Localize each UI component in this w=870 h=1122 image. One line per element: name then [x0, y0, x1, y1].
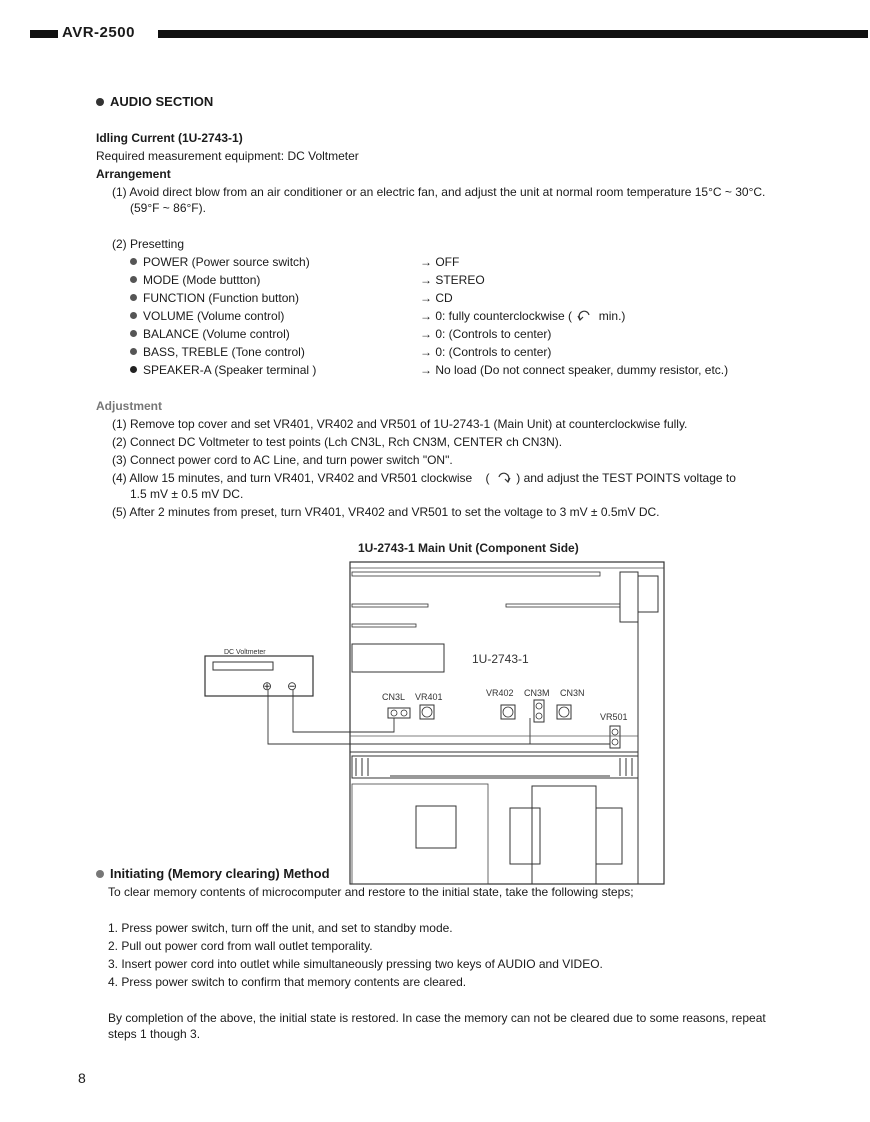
bullet-icon — [130, 330, 137, 337]
bullet-icon — [130, 348, 137, 355]
preset-value: → STEREO — [420, 273, 485, 287]
main-board-outline — [350, 562, 664, 884]
board-label: 1U-2743-1 — [472, 652, 529, 666]
voltmeter-plus-terminal: ⊕ — [262, 679, 273, 693]
init-intro: To clear memory contents of microcomputer and restore to the initial state, take the following steps; — [108, 885, 634, 899]
transformer-side — [596, 808, 622, 864]
board-trace — [352, 604, 428, 607]
diagram-title: 1U-2743-1 Main Unit (Component Side) — [358, 541, 579, 555]
board-trace — [352, 572, 600, 576]
init-step: 1. Press power switch, turn off the unit, and set to standby mode. — [108, 921, 453, 935]
vr402-label: VR402 — [486, 688, 514, 698]
header-bar-left — [30, 30, 58, 38]
init-section-title: Initiating (Memory clearing) Method — [110, 866, 330, 881]
required-equipment: Required measurement equipment: DC Voltmeter — [96, 149, 359, 163]
board-connector — [638, 576, 658, 612]
preset-label: POWER (Power source switch) — [130, 255, 310, 269]
page-number: 8 — [78, 1070, 86, 1086]
cn3l-label: CN3L — [382, 692, 406, 702]
arrangement-step-1-cont: (59°F ~ 86°F). — [130, 201, 206, 215]
adjustment-step-4: (4) Allow 15 minutes, and turn VR401, VR402 and VR501 clockwise ( ) and adjust the TEST POINTS voltage to — [112, 471, 736, 485]
board-trace — [506, 604, 620, 607]
init-closing: By completion of the above, the initial state is restored. In case the memory can not be cleared due to some reasons, repeat — [108, 1011, 766, 1025]
preset-value: → 0: (Controls to center) — [420, 327, 552, 341]
preset-label: SPEAKER-A (Speaker terminal ) — [130, 363, 316, 377]
cn3m-label: CN3M — [524, 688, 550, 698]
main-unit-diagram — [180, 538, 690, 888]
voltmeter-minus-terminal: ⊖ — [287, 679, 298, 693]
board-trace — [352, 624, 416, 627]
preset-value: → CD — [420, 291, 453, 305]
counterclockwise-icon — [577, 309, 593, 322]
cn3n-label: CN3N — [560, 688, 585, 698]
vr401-label: VR401 — [415, 692, 443, 702]
init-step: 3. Insert power cord into outlet while simultaneously pressing two keys of AUDIO and VIDEO. — [108, 957, 603, 971]
adjustment-step-1: (1) Remove top cover and set VR401, VR402 and VR501 of 1U-2743-1 (Main Unit) at counterclockwise fully. — [112, 417, 688, 431]
test-point — [612, 739, 618, 745]
board-region — [352, 784, 488, 884]
test-point — [391, 710, 397, 716]
preset-label: BASS, TREBLE (Tone control) — [130, 345, 305, 359]
trimmer-knob — [422, 707, 432, 717]
preset-label: BALANCE (Volume control) — [130, 327, 290, 341]
trimmer-knob — [503, 707, 513, 717]
bullet-icon — [130, 258, 137, 265]
arrangement-step-1: (1) Avoid direct blow from an air conditioner or an electric fan, and adjust the unit at normal room temperature 15°C ~ 30°C. — [112, 185, 766, 199]
preset-value: → 0: (Controls to center) — [420, 345, 552, 359]
audio-section-heading — [96, 95, 213, 109]
init-step: 4. Press power switch to confirm that memory contents are cleared. — [108, 975, 467, 989]
test-point — [536, 703, 542, 709]
preset-label: VOLUME (Volume control) — [130, 309, 284, 323]
vr501-label: VR501 — [600, 712, 628, 722]
preset-value: → OFF — [420, 255, 460, 269]
heatsink — [352, 756, 638, 778]
init-closing-cont: steps 1 though 3. — [108, 1027, 201, 1041]
dc-voltmeter-label: DC Voltmeter — [224, 649, 266, 656]
adjustment-step-4-cont: 1.5 mV ± 0.5 mV DC. — [130, 487, 244, 501]
idling-current-title: Idling Current (1U-2743-1) — [96, 131, 243, 145]
adjustment-step-3: (3) Connect power cord to AC Line, and turn power switch "ON". — [112, 453, 453, 467]
test-point — [401, 710, 407, 716]
dc-voltmeter-display — [213, 662, 273, 670]
test-point — [536, 713, 542, 719]
preset-value: → 0: fully counterclockwise ( min.) — [420, 309, 626, 323]
header-model-title: AVR-2500 — [62, 24, 135, 41]
board-connector — [620, 572, 638, 622]
presetting-title: (2) Presetting — [112, 237, 185, 251]
adjustment-title: Adjustment — [96, 399, 162, 413]
board-component — [352, 644, 444, 672]
bullet-icon — [130, 366, 137, 373]
bullet-icon — [130, 312, 137, 319]
bullet-icon — [130, 294, 137, 301]
audio-section-title: AUDIO SECTION — [110, 94, 214, 109]
bullet-icon — [96, 870, 104, 878]
arrangement-title: Arrangement — [96, 167, 171, 181]
clockwise-icon — [495, 471, 511, 484]
adjustment-step-2: (2) Connect DC Voltmeter to test points (Lch CN3L, Rch CN3M, CENTER ch CN3N). — [112, 435, 563, 449]
preset-value: → No load (Do not connect speaker, dummy resistor, etc.) — [420, 363, 729, 377]
init-step: 2. Pull out power cord from wall outlet temporality. — [108, 939, 373, 953]
transformer-side — [510, 808, 540, 864]
board-component — [416, 806, 456, 848]
trimmer-knob — [559, 707, 569, 717]
header-bar-right — [158, 30, 868, 38]
preset-label: FUNCTION (Function button) — [130, 291, 299, 305]
preset-label: MODE (Mode buttton) — [130, 273, 260, 287]
adjustment-step-5: (5) After 2 minutes from preset, turn VR401, VR402 and VR501 to set the voltage to 3 mV ± 0.5mV DC. — [112, 505, 660, 519]
bullet-icon — [96, 98, 104, 106]
bullet-icon — [130, 276, 137, 283]
test-point — [612, 729, 618, 735]
init-section-heading — [96, 867, 330, 881]
transformer — [532, 786, 596, 884]
